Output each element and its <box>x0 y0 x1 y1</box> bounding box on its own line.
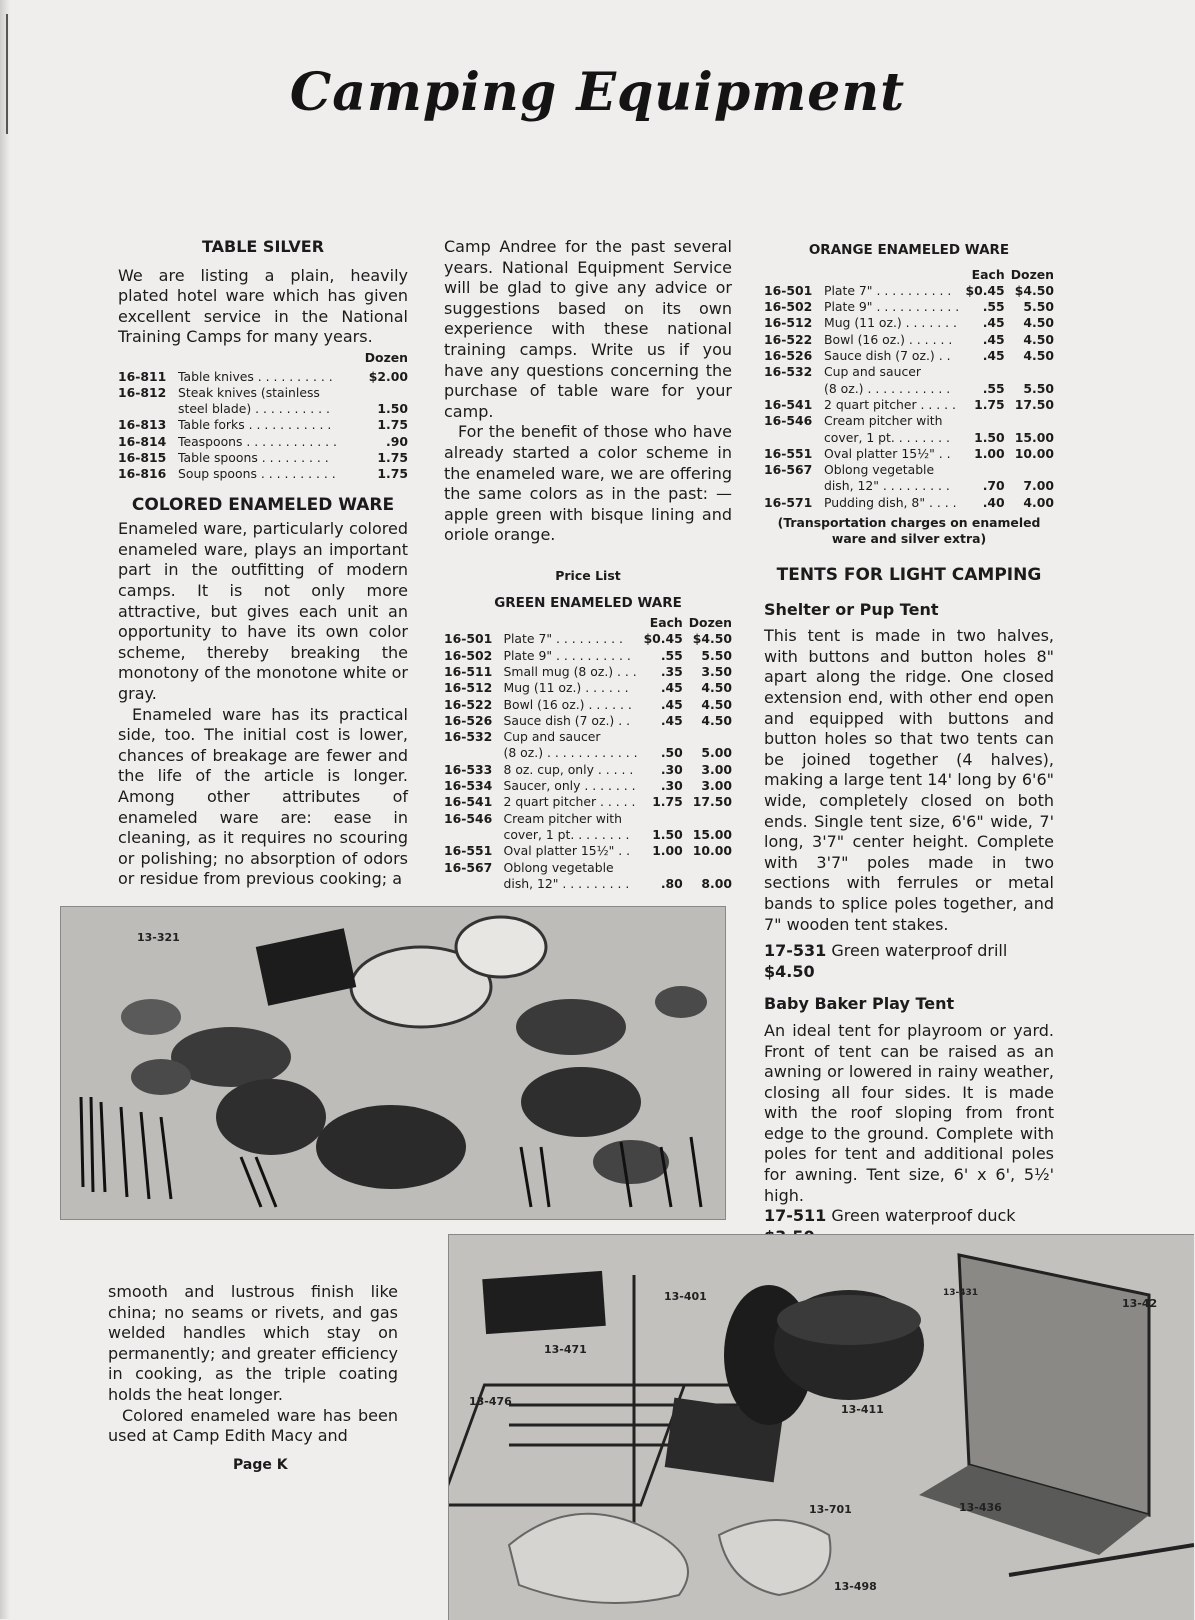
price-row <box>444 860 732 876</box>
item-price-dozen: 4.50 <box>701 696 732 712</box>
item-price-each: 1.00 <box>974 445 1005 461</box>
item-code: 16-512 <box>444 680 493 696</box>
item-code: 16-526 <box>764 348 813 364</box>
item-code: 16-813 <box>118 417 167 433</box>
item-description: (8 oz.) . . . . . . . . . . . . <box>503 745 638 761</box>
item-price-each <box>959 462 1004 478</box>
item-price-each: $0.45 <box>965 282 1005 298</box>
item-price-dozen: 15.00 <box>692 826 732 842</box>
item-price-dozen: 10.00 <box>692 843 732 859</box>
item-price-dozen: 3.00 <box>701 778 732 794</box>
right-column <box>764 240 1054 1247</box>
item-description: Oval platter 15½" . . <box>503 843 631 859</box>
price-row <box>118 417 408 433</box>
middle-text-p2: For the benefit of those who have already started a color scheme in the enameled ware, we are offering the same colors as in the past: —apple green with bisque lining and oriole orange. <box>444 422 732 545</box>
item-price-dozen: 17.50 <box>692 794 732 810</box>
item-code <box>764 478 824 494</box>
item-price-each <box>959 364 1004 380</box>
price-row <box>444 713 732 729</box>
photo2-label-13-431: 13-431 <box>943 1288 979 1298</box>
price-row <box>764 364 1054 380</box>
price-row <box>764 381 1054 397</box>
baby-tent-heading: Baby Baker Play Tent <box>764 994 955 1014</box>
item-code: 16-522 <box>764 331 813 347</box>
item-description: Cream pitcher with <box>503 810 622 826</box>
item-code: 16-541 <box>444 794 493 810</box>
item-price-each: 1.50 <box>652 826 683 842</box>
photo2-label-13-401: 13-401 <box>664 1290 707 1303</box>
item-code <box>444 745 504 761</box>
item-code: 16-512 <box>764 315 813 331</box>
item-price-each: .30 <box>660 778 683 794</box>
photo2-label-13-498: 13-498 <box>834 1580 877 1593</box>
item-code: 16-533 <box>444 761 493 777</box>
item-description: Cup and saucer <box>503 729 601 745</box>
item-price-dozen <box>357 385 408 401</box>
price-row <box>118 369 408 385</box>
item-price-dozen: 5.50 <box>1023 380 1054 396</box>
item-price-each: .45 <box>660 696 683 712</box>
price-row <box>764 397 1054 413</box>
blank-cell <box>824 267 959 283</box>
tents-heading: TENTS FOR LIGHT CAMPING <box>776 565 1042 586</box>
item-description: Cream pitcher with <box>824 413 943 429</box>
item-code: 16-522 <box>444 696 493 712</box>
item-price-each: 1.00 <box>652 843 683 859</box>
item-description: cover, 1 pt. . . . . . . . <box>503 826 630 842</box>
price-row <box>118 385 408 401</box>
item-description: Sauce dish (7 oz.) . . <box>503 712 631 728</box>
item-description: Oblong vegetable <box>824 462 935 478</box>
orange-ware-heading: ORANGE ENAMELED WARE <box>808 242 1010 258</box>
item-price-dozen <box>683 729 732 745</box>
item-code: 16-567 <box>444 859 493 875</box>
item-price-each: .50 <box>660 745 683 761</box>
photo2-label-13-476: 13-476 <box>469 1395 512 1408</box>
item-description: Plate 7" . . . . . . . . . . <box>824 282 952 298</box>
colored-ware-p1: Enameled ware, particularly colored enameled ware, plays an important part in the outfitting of modern camps. It is not only more attractive, but gives each unit an opportunity to have its own color scheme, thereby breaking the monotony of the monotone white or gray. <box>118 519 408 703</box>
item-price-dozen: 4.50 <box>1023 315 1054 331</box>
item-price-dozen: 4.50 <box>701 680 732 696</box>
item-code: 16-546 <box>444 810 493 826</box>
item-price-each <box>959 413 1004 429</box>
item-description: Soup spoons . . . . . . . . . . <box>178 466 336 482</box>
shelter-tent-price: $4.50 <box>764 961 815 981</box>
photo1-label: 13-321 <box>137 931 180 944</box>
item-price-dozen: 1.75 <box>377 466 408 482</box>
item-code: 16-551 <box>444 843 493 859</box>
price-row <box>444 697 732 713</box>
item-price-each: .40 <box>982 494 1005 510</box>
blank-cell <box>444 615 504 631</box>
item-price-dozen <box>683 811 732 827</box>
item-description: Teaspoons . . . . . . . . . . . . <box>178 433 337 449</box>
middle-column <box>444 237 732 892</box>
page-number: Page K <box>233 1457 288 1473</box>
item-price-dozen: $4.50 <box>1014 282 1054 298</box>
item-description: steel blade) . . . . . . . . . . <box>178 401 330 417</box>
price-row <box>444 827 732 843</box>
item-description: Bowl (16 oz.) . . . . . . <box>824 331 953 347</box>
shelter-tent-order-line <box>764 941 1054 982</box>
photo2-label-13-411: 13-411 <box>841 1403 884 1416</box>
item-code: 16-511 <box>444 663 493 679</box>
item-price-each: .70 <box>982 478 1005 494</box>
item-code: 16-501 <box>444 631 493 647</box>
item-description: dish, 12" . . . . . . . . . <box>503 875 630 891</box>
item-code: 16-501 <box>764 282 813 298</box>
item-code <box>444 827 504 843</box>
price-row <box>764 478 1054 494</box>
item-price-dozen <box>1005 462 1054 478</box>
item-description: (8 oz.) . . . . . . . . . . . <box>824 380 951 396</box>
colored-ware-p2: Enameled ware has its practical side, too. The initial cost is lower, chances of breakage are fewer and the life of the article is longer. Among other attributes of enameled ware are: ease in cleaning, as it requires no scouring or polishing; no absorption of odors or residue from previous cooking; a <box>118 704 408 889</box>
item-price-each: 1.50 <box>974 429 1005 445</box>
column-header-row <box>444 615 732 631</box>
baby-tent-item: Green waterproof duck <box>831 1206 1016 1226</box>
colored-ware-p4: Colored enameled ware has been used at Camp Edith Macy and <box>108 1405 398 1446</box>
item-price-dozen: 1.75 <box>377 450 408 466</box>
item-price-dozen: $2.00 <box>368 368 408 384</box>
item-code: 16-532 <box>444 729 493 745</box>
item-code <box>764 430 824 446</box>
item-description: Table forks . . . . . . . . . . . <box>178 417 332 433</box>
price-row <box>444 729 732 745</box>
item-price-dozen: 4.00 <box>1023 494 1054 510</box>
baby-tent-code: 17-511 <box>764 1206 827 1226</box>
item-code: 16-534 <box>444 778 493 794</box>
item-price-dozen: 10.00 <box>1014 445 1054 461</box>
item-code: 16-571 <box>764 494 813 510</box>
item-code: 16-814 <box>118 433 167 449</box>
price-row <box>444 794 732 810</box>
shelter-tent-code: 17-531 <box>764 941 827 961</box>
left-column <box>118 237 408 890</box>
price-row <box>764 430 1054 446</box>
item-price-dozen: 15.00 <box>1014 429 1054 445</box>
price-row <box>118 450 408 466</box>
price-row <box>764 332 1054 348</box>
item-code: 16-816 <box>118 466 167 482</box>
table-silver-col-dozen: Dozen <box>364 349 408 365</box>
item-price-dozen: 1.50 <box>377 401 408 417</box>
item-price-each: .45 <box>982 331 1005 347</box>
item-price-dozen <box>1005 413 1054 429</box>
item-description: Cup and saucer <box>824 364 921 380</box>
page-title: Camping Equipment <box>289 62 906 123</box>
item-description: Mug (11 oz.) . . . . . . . <box>824 315 957 331</box>
price-row <box>444 762 732 778</box>
item-description: Steak knives (stainless <box>178 384 320 400</box>
item-description: Plate 9" . . . . . . . . . . . <box>824 299 960 315</box>
item-description: Plate 7" . . . . . . . . . <box>503 631 623 647</box>
item-description: Small mug (8 oz.) . . . <box>503 663 637 679</box>
item-price-dozen: 4.50 <box>701 712 732 728</box>
item-description: Pudding dish, 8" . . . . <box>824 494 957 510</box>
cooking-equipment-illustration <box>449 1235 1194 1620</box>
item-description: Table spoons . . . . . . . . . <box>178 450 329 466</box>
item-price-each: .45 <box>660 712 683 728</box>
enameled-ware-illustration <box>61 907 725 1219</box>
item-price-dozen: 4.50 <box>1023 348 1054 364</box>
item-code: 16-815 <box>118 450 167 466</box>
item-price-dozen: 17.50 <box>1014 396 1054 412</box>
price-row <box>764 315 1054 331</box>
col-dozen-header: Dozen <box>1010 266 1054 282</box>
item-description: Bowl (16 oz.) . . . . . . <box>503 696 632 712</box>
price-row <box>764 283 1054 299</box>
green-ware-price-list <box>444 615 732 892</box>
item-price-each: .55 <box>982 380 1005 396</box>
item-code <box>444 876 504 892</box>
item-description: Oblong vegetable <box>503 859 614 875</box>
item-price-dozen: 8.00 <box>701 875 732 891</box>
price-row <box>764 299 1054 315</box>
price-row <box>444 745 732 761</box>
item-code: 16-502 <box>444 647 493 663</box>
price-row <box>444 778 732 794</box>
col-each-header: Each <box>649 615 683 631</box>
item-description: 2 quart pitcher . . . . . <box>824 396 956 412</box>
continued-text <box>108 1282 398 1447</box>
item-description: cover, 1 pt. . . . . . . . <box>824 429 950 445</box>
item-price-each: .45 <box>660 680 683 696</box>
enameled-ware-photo <box>60 906 726 1220</box>
col-each-header: Each <box>971 266 1005 282</box>
item-price-dozen: 5.50 <box>701 647 732 663</box>
item-price-dozen <box>1005 364 1054 380</box>
item-price-each <box>638 860 683 876</box>
item-price-dozen: 5.00 <box>701 745 732 761</box>
item-description: Saucer, only . . . . . . . <box>503 778 636 794</box>
item-price-dozen: 5.50 <box>1023 299 1054 315</box>
item-code: 16-526 <box>444 712 493 728</box>
item-code <box>118 401 178 417</box>
colored-ware-p3: smooth and lustrous finish like china; no seams or rivets, and gas welded handles which stay on permanently; and greater efficiency in cooking, as the triple coating holds the heat longer. <box>108 1282 398 1404</box>
photo2-label-13-701: 13-701 <box>809 1503 852 1516</box>
middle-text-p1: Camp Andree for the past several years. National Equipment Service will be glad to give any advice or suggestions based on its own experience with these national training camps. Write us if you have any questions concerning the purchase of table ware for your camp. <box>444 237 732 421</box>
item-price-dozen: 3.00 <box>701 761 732 777</box>
item-code: 16-812 <box>118 384 167 400</box>
item-price-each: .55 <box>660 647 683 663</box>
shelter-tent-description: This tent is made in two halves, with buttons and button holes 8" apart along the ridge. One closed extension end, with other end open and equipped with buttons and button holes so that two tents can be joined together (4 halves), making a large tent 14' long by 6'6" wide, completely closed on both ends. Single tent size, 6'6" wide, 7' long, 3'7" center height. Complete with 3'7" poles made in two sections with ferrules or metal bands to splice poles together, and 7" wooden tent stakes. <box>764 626 1054 934</box>
item-price-dozen: 3.50 <box>701 663 732 679</box>
item-description: 8 oz. cup, only . . . . . <box>503 761 634 777</box>
price-row <box>444 631 732 647</box>
item-price-each: $0.45 <box>643 631 683 647</box>
price-row <box>118 466 408 482</box>
item-price-each: 1.75 <box>974 396 1005 412</box>
item-price-dozen: .90 <box>386 433 408 449</box>
price-row <box>444 664 732 680</box>
price-row <box>764 348 1054 364</box>
item-price-each <box>638 729 683 745</box>
item-code: 16-811 <box>118 368 167 384</box>
green-ware-heading: GREEN ENAMELED WARE <box>494 594 682 611</box>
column-header-row <box>764 267 1054 283</box>
item-price-each: .45 <box>982 348 1005 364</box>
item-price-dozen: 7.00 <box>1023 478 1054 494</box>
item-price-each: .35 <box>660 663 683 679</box>
table-silver-heading: TABLE SILVER <box>201 237 325 256</box>
item-description: Table knives . . . . . . . . . . <box>178 368 333 384</box>
table-silver-price-list <box>118 369 408 483</box>
price-row <box>764 413 1054 429</box>
item-code: 16-546 <box>764 413 813 429</box>
item-price-each: 1.75 <box>652 794 683 810</box>
blank-cell <box>764 267 824 283</box>
item-price-each: .45 <box>982 315 1005 331</box>
price-row <box>118 401 408 417</box>
item-price-dozen <box>683 860 732 876</box>
item-price-dozen: $4.50 <box>692 631 732 647</box>
transportation-note: (Transportation charges on enameled ware and silver extra) <box>777 515 1041 547</box>
price-row <box>764 462 1054 478</box>
photo2-label-13-471: 13-471 <box>544 1343 587 1356</box>
item-price-dozen: 4.50 <box>1023 331 1054 347</box>
item-price-each <box>638 811 683 827</box>
price-row <box>444 680 732 696</box>
price-row <box>764 446 1054 462</box>
orange-ware-price-list <box>764 267 1054 511</box>
item-price-each: .55 <box>982 299 1005 315</box>
price-row <box>444 876 732 892</box>
price-list-label: Price List <box>555 567 621 583</box>
item-code: 16-551 <box>764 445 813 461</box>
item-description: 2 quart pitcher . . . . . <box>503 794 636 810</box>
cooking-equipment-photo <box>448 1234 1194 1620</box>
baby-tent-description: An ideal tent for playroom or yard. Front of tent can be raised as an awning or lowered in rainy weather, closing all four sides. It is made with the roof sloping from front edge to the ground. Complete with poles for tent and additional poles for awning. Tent size, 6' x 6', 5½' high. <box>764 1020 1054 1205</box>
photo2-label-13-42: 13-42 <box>1122 1297 1158 1310</box>
item-price-each: .80 <box>660 875 683 891</box>
item-price-dozen: 1.75 <box>377 417 408 433</box>
item-price-each: .30 <box>660 761 683 777</box>
blank-cell <box>504 615 638 631</box>
price-row <box>444 843 732 859</box>
item-description: Mug (11 oz.) . . . . . . <box>503 680 629 696</box>
item-description: Sauce dish (7 oz.) . . <box>824 348 951 364</box>
price-row <box>444 648 732 664</box>
price-row <box>118 434 408 450</box>
item-code: 16-532 <box>764 364 813 380</box>
colored-ware-heading: COLORED ENAMELED WARE <box>131 494 395 515</box>
item-description: Plate 9" . . . . . . . . . . <box>503 647 631 663</box>
table-silver-intro: We are listing a plain, heavily plated hotel ware which has given excellent service in the National Training Camps for many years. <box>118 265 408 347</box>
col-dozen-header: Dozen <box>688 615 732 631</box>
photo2-label-13-436: 13-436 <box>959 1501 1002 1514</box>
shelter-tent-heading: Shelter or Pup Tent <box>764 599 939 619</box>
item-code: 16-502 <box>764 299 813 315</box>
page-edge-shadow <box>0 0 10 1619</box>
item-code: 16-541 <box>764 396 813 412</box>
price-row <box>764 495 1054 511</box>
item-code <box>764 381 824 397</box>
item-description: Oval platter 15½" . . <box>824 445 951 461</box>
item-description: dish, 12" . . . . . . . . . <box>824 478 950 494</box>
shelter-tent-item: Green waterproof drill <box>831 941 1008 961</box>
item-code: 16-567 <box>764 462 813 478</box>
price-row <box>444 811 732 827</box>
